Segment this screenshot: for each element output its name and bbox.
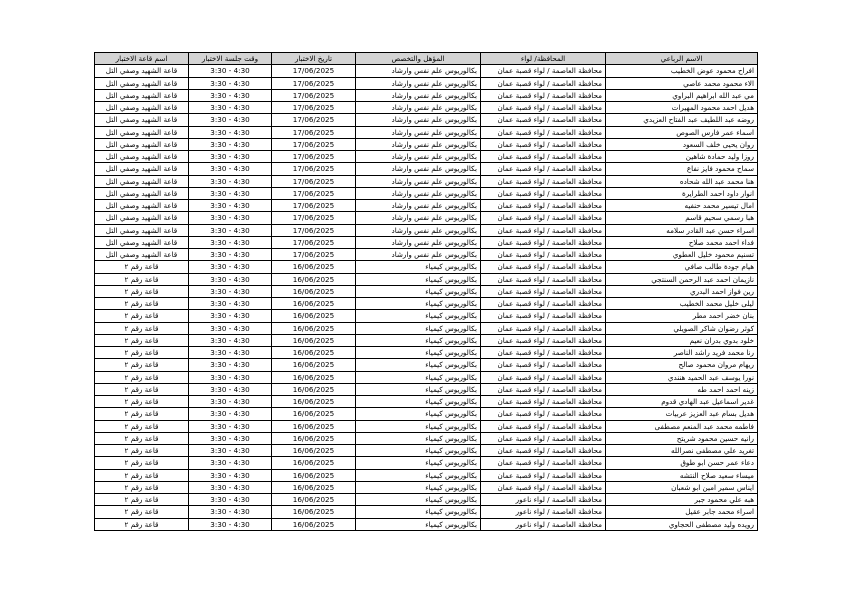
cell-exam-hall: قاعة الشهيد وصفي التل <box>95 102 189 114</box>
cell-exam-date: 17/06/2025 <box>272 224 356 236</box>
cell-governorate: محافظة العاصمة / لواء قصبة عمان <box>481 408 606 420</box>
cell-exam-hall: قاعة الشهيد وصفي التل <box>95 138 189 150</box>
cell-session-time: 3:30 - 4:30 <box>189 334 272 346</box>
cell-qualification: بكالوريوس علم نفس وارشاد <box>356 200 481 212</box>
cell-governorate: محافظة العاصمة / لواء قصبة عمان <box>481 224 606 236</box>
cell-exam-hall: قاعة رقم ٢ <box>95 494 189 506</box>
cell-exam-date: 17/06/2025 <box>272 151 356 163</box>
table-row <box>95 138 758 150</box>
cell-governorate: محافظة العاصمة / لواء قصبة عمان <box>481 89 606 101</box>
cell-qualification: بكالوريوس كيمياء <box>356 261 481 273</box>
cell-qualification: بكالوريوس كيمياء <box>356 457 481 469</box>
table-row <box>95 445 758 457</box>
cell-governorate: محافظة العاصمة / لواء ناعور <box>481 494 606 506</box>
cell-full-name: روضه عبد اللطيف عبد الفتاح العزيدي <box>606 114 758 126</box>
table-row <box>95 310 758 322</box>
cell-exam-hall: قاعة رقم ٢ <box>95 334 189 346</box>
table-row <box>95 334 758 346</box>
cell-full-name: هبه علي محمود جبر <box>606 494 758 506</box>
cell-qualification: بكالوريوس علم نفس وارشاد <box>356 224 481 236</box>
table-row <box>95 249 758 261</box>
table-row <box>95 298 758 310</box>
cell-full-name: هيام جودة طالب صافي <box>606 261 758 273</box>
cell-exam-hall: قاعة رقم ٢ <box>95 383 189 395</box>
cell-qualification: بكالوريوس علم نفس وارشاد <box>356 77 481 89</box>
cell-session-time: 3:30 - 4:30 <box>189 445 272 457</box>
cell-session-time: 3:30 - 4:30 <box>189 518 272 530</box>
cell-exam-date: 16/06/2025 <box>272 310 356 322</box>
table-row <box>95 114 758 126</box>
cell-session-time: 3:30 - 4:30 <box>189 285 272 297</box>
cell-session-time: 3:30 - 4:30 <box>189 102 272 114</box>
cell-governorate: محافظة العاصمة / لواء قصبة عمان <box>481 432 606 444</box>
cell-exam-date: 17/06/2025 <box>272 77 356 89</box>
table-row <box>95 65 758 77</box>
cell-exam-date: 16/06/2025 <box>272 359 356 371</box>
cell-exam-date: 17/06/2025 <box>272 102 356 114</box>
cell-exam-date: 16/06/2025 <box>272 518 356 530</box>
cell-exam-hall: قاعة الشهيد وصفي التل <box>95 200 189 212</box>
cell-qualification: بكالوريوس علم نفس وارشاد <box>356 212 481 224</box>
table-row <box>95 347 758 359</box>
cell-full-name: انوار داود احمد الطرايرة <box>606 187 758 199</box>
cell-qualification: بكالوريوس كيمياء <box>356 506 481 518</box>
cell-session-time: 3:30 - 4:30 <box>189 396 272 408</box>
cell-exam-hall: قاعة رقم ٢ <box>95 469 189 481</box>
cell-session-time: 3:30 - 4:30 <box>189 249 272 261</box>
cell-qualification: بكالوريوس علم نفس وارشاد <box>356 249 481 261</box>
cell-session-time: 3:30 - 4:30 <box>189 408 272 420</box>
cell-exam-date: 16/06/2025 <box>272 285 356 297</box>
cell-full-name: هبا رسمي سحيم قاسم <box>606 212 758 224</box>
cell-exam-date: 16/06/2025 <box>272 347 356 359</box>
cell-governorate: محافظة العاصمة / لواء قصبة عمان <box>481 236 606 248</box>
cell-exam-hall: قاعة رقم ٢ <box>95 261 189 273</box>
cell-exam-hall: قاعة الشهيد وصفي التل <box>95 89 189 101</box>
cell-exam-hall: قاعة الشهيد وصفي التل <box>95 249 189 261</box>
cell-exam-date: 17/06/2025 <box>272 138 356 150</box>
cell-qualification: بكالوريوس علم نفس وارشاد <box>356 102 481 114</box>
table-row <box>95 126 758 138</box>
table-row <box>95 273 758 285</box>
cell-full-name: دعاء عمر حسن ابو طوق <box>606 457 758 469</box>
cell-exam-date: 16/06/2025 <box>272 322 356 334</box>
cell-exam-hall: قاعة رقم ٢ <box>95 396 189 408</box>
cell-governorate: محافظة العاصمة / لواء قصبة عمان <box>481 396 606 408</box>
cell-exam-date: 16/06/2025 <box>272 445 356 457</box>
cell-full-name: نورا يوسف عبد الحميد هنندي <box>606 371 758 383</box>
cell-governorate: محافظة العاصمة / لواء قصبة عمان <box>481 469 606 481</box>
cell-governorate: محافظة العاصمة / لواء قصبة عمان <box>481 383 606 395</box>
cell-governorate: محافظة العاصمة / لواء قصبة عمان <box>481 445 606 457</box>
table-row <box>95 457 758 469</box>
cell-qualification: بكالوريوس كيمياء <box>356 383 481 395</box>
cell-governorate: محافظة العاصمة / لواء قصبة عمان <box>481 310 606 322</box>
cell-qualification: بكالوريوس كيمياء <box>356 322 481 334</box>
cell-governorate: محافظة العاصمة / لواء قصبة عمان <box>481 481 606 493</box>
cell-exam-date: 17/06/2025 <box>272 249 356 261</box>
cell-exam-date: 16/06/2025 <box>272 506 356 518</box>
header-row <box>95 53 758 65</box>
cell-qualification: بكالوريوس كيمياء <box>356 285 481 297</box>
cell-session-time: 3:30 - 4:30 <box>189 494 272 506</box>
cell-governorate: محافظة العاصمة / لواء قصبة عمان <box>481 457 606 469</box>
cell-exam-hall: قاعة رقم ٢ <box>95 506 189 518</box>
cell-exam-hall: قاعة الشهيد وصفي التل <box>95 114 189 126</box>
cell-session-time: 3:30 - 4:30 <box>189 151 272 163</box>
cell-exam-hall: قاعة الشهيد وصفي التل <box>95 224 189 236</box>
cell-governorate: محافظة العاصمة / لواء قصبة عمان <box>481 65 606 77</box>
header-exam-hall: اسم قاعة الاختبار <box>95 53 189 65</box>
table-row <box>95 77 758 89</box>
header-full-name: الاسم الرباعي <box>606 53 758 65</box>
table-row <box>95 89 758 101</box>
cell-qualification: بكالوريوس علم نفس وارشاد <box>356 163 481 175</box>
cell-exam-date: 16/06/2025 <box>272 432 356 444</box>
cell-governorate: محافظة العاصمة / لواء قصبة عمان <box>481 187 606 199</box>
cell-exam-date: 16/06/2025 <box>272 469 356 481</box>
cell-full-name: غدير اسماعيل عبد الهادي قدوم <box>606 396 758 408</box>
cell-exam-date: 16/06/2025 <box>272 371 356 383</box>
cell-session-time: 3:30 - 4:30 <box>189 322 272 334</box>
cell-exam-date: 17/06/2025 <box>272 126 356 138</box>
cell-governorate: محافظة العاصمة / لواء قصبة عمان <box>481 102 606 114</box>
cell-full-name: سماح محمود فايز نفاع <box>606 163 758 175</box>
cell-session-time: 3:30 - 4:30 <box>189 126 272 138</box>
cell-full-name: رين فواز احمد البدري <box>606 285 758 297</box>
table-row <box>95 224 758 236</box>
cell-exam-hall: قاعة رقم ٢ <box>95 420 189 432</box>
cell-full-name: هنا محمد عبد الله شحاده <box>606 175 758 187</box>
table-row <box>95 371 758 383</box>
cell-full-name: ميساء سعيد صلاح النتشه <box>606 469 758 481</box>
cell-governorate: محافظة العاصمة / لواء قصبة عمان <box>481 212 606 224</box>
cell-session-time: 3:30 - 4:30 <box>189 383 272 395</box>
cell-full-name: فداء احمد محمد صلاح <box>606 236 758 248</box>
cell-full-name: اسماء عمر فارس الصوص <box>606 126 758 138</box>
cell-exam-hall: قاعة رقم ٢ <box>95 310 189 322</box>
cell-session-time: 3:30 - 4:30 <box>189 347 272 359</box>
cell-exam-hall: قاعة رقم ٢ <box>95 457 189 469</box>
cell-session-time: 3:30 - 4:30 <box>189 77 272 89</box>
table-row <box>95 408 758 420</box>
table-row <box>95 469 758 481</box>
cell-qualification: بكالوريوس كيمياء <box>356 334 481 346</box>
cell-full-name: هديل بسام عبد العزيز عربيات <box>606 408 758 420</box>
cell-session-time: 3:30 - 4:30 <box>189 175 272 187</box>
cell-qualification: بكالوريوس كيمياء <box>356 359 481 371</box>
exam-schedule-table <box>94 52 758 531</box>
cell-full-name: تغريد علي مصطفى نصرالله <box>606 445 758 457</box>
cell-session-time: 3:30 - 4:30 <box>189 261 272 273</box>
cell-session-time: 3:30 - 4:30 <box>189 506 272 518</box>
cell-full-name: افراح محمود عوض الخطيب <box>606 65 758 77</box>
cell-exam-date: 16/06/2025 <box>272 261 356 273</box>
cell-qualification: بكالوريوس علم نفس وارشاد <box>356 65 481 77</box>
cell-session-time: 3:30 - 4:30 <box>189 224 272 236</box>
cell-qualification: بكالوريوس كيمياء <box>356 518 481 530</box>
cell-exam-hall: قاعة رقم ٢ <box>95 481 189 493</box>
cell-governorate: محافظة العاصمة / لواء قصبة عمان <box>481 138 606 150</box>
cell-qualification: بكالوريوس علم نفس وارشاد <box>356 151 481 163</box>
cell-qualification: بكالوريوس كيمياء <box>356 396 481 408</box>
cell-session-time: 3:30 - 4:30 <box>189 200 272 212</box>
table-row <box>95 102 758 114</box>
cell-full-name: هديل احمد محمود المهيرات <box>606 102 758 114</box>
cell-exam-date: 17/06/2025 <box>272 89 356 101</box>
cell-exam-date: 16/06/2025 <box>272 383 356 395</box>
cell-exam-date: 17/06/2025 <box>272 163 356 175</box>
cell-session-time: 3:30 - 4:30 <box>189 371 272 383</box>
cell-full-name: روان يحيى خلف السعود <box>606 138 758 150</box>
header-governorate: المحافظة/ لواء <box>481 53 606 65</box>
cell-full-name: اسراء حسن عبد القادر سلامه <box>606 224 758 236</box>
cell-full-name: بنان خضر احمد مطر <box>606 310 758 322</box>
cell-full-name: مي عبد الله ابراهيم البراوي <box>606 89 758 101</box>
cell-governorate: محافظة العاصمة / لواء قصبة عمان <box>481 114 606 126</box>
cell-full-name: اسراء محمد جابر عقيل <box>606 506 758 518</box>
cell-governorate: محافظة العاصمة / لواء قصبة عمان <box>481 322 606 334</box>
cell-exam-hall: قاعة رقم ٢ <box>95 347 189 359</box>
cell-full-name: ايناس سمير امين ابو شعبان <box>606 481 758 493</box>
cell-qualification: بكالوريوس علم نفس وارشاد <box>356 175 481 187</box>
table-row <box>95 481 758 493</box>
cell-session-time: 3:30 - 4:30 <box>189 65 272 77</box>
cell-qualification: بكالوريوس كيمياء <box>356 347 481 359</box>
table-row <box>95 494 758 506</box>
cell-qualification: بكالوريوس علم نفس وارشاد <box>356 114 481 126</box>
cell-full-name: الاء محمود محمد عاصي <box>606 77 758 89</box>
cell-qualification: بكالوريوس علم نفس وارشاد <box>356 138 481 150</box>
cell-governorate: محافظة العاصمة / لواء قصبة عمان <box>481 298 606 310</box>
cell-qualification: بكالوريوس كيمياء <box>356 371 481 383</box>
cell-qualification: بكالوريوس علم نفس وارشاد <box>356 236 481 248</box>
cell-session-time: 3:30 - 4:30 <box>189 432 272 444</box>
table-row <box>95 359 758 371</box>
table-row <box>95 236 758 248</box>
cell-exam-hall: قاعة الشهيد وصفي التل <box>95 151 189 163</box>
cell-governorate: محافظة العاصمة / لواء قصبة عمان <box>481 261 606 273</box>
table-row <box>95 151 758 163</box>
cell-governorate: محافظة العاصمة / لواء ناعور <box>481 506 606 518</box>
cell-governorate: محافظة العاصمة / لواء قصبة عمان <box>481 163 606 175</box>
cell-full-name: ريهام مروان محمود صالح <box>606 359 758 371</box>
header-qualification: المؤهل والتخصص <box>356 53 481 65</box>
cell-full-name: ليلى خليل محمد الخطيب <box>606 298 758 310</box>
cell-full-name: رانيه حسين محمود شريتح <box>606 432 758 444</box>
cell-full-name: نازيمان احمد عبد الرحمن السنتجي <box>606 273 758 285</box>
cell-governorate: محافظة العاصمة / لواء قصبة عمان <box>481 273 606 285</box>
cell-session-time: 3:30 - 4:30 <box>189 236 272 248</box>
cell-qualification: بكالوريوس كيمياء <box>356 432 481 444</box>
cell-exam-date: 17/06/2025 <box>272 200 356 212</box>
cell-exam-date: 16/06/2025 <box>272 396 356 408</box>
cell-exam-hall: قاعة الشهيد وصفي التل <box>95 236 189 248</box>
cell-exam-hall: قاعة رقم ٢ <box>95 298 189 310</box>
cell-governorate: محافظة العاصمة / لواء قصبة عمان <box>481 175 606 187</box>
table-row <box>95 383 758 395</box>
cell-governorate: محافظة العاصمة / لواء قصبة عمان <box>481 151 606 163</box>
cell-governorate: محافظة العاصمة / لواء قصبة عمان <box>481 371 606 383</box>
cell-qualification: بكالوريوس كيمياء <box>356 445 481 457</box>
cell-qualification: بكالوريوس كيمياء <box>356 298 481 310</box>
cell-governorate: محافظة العاصمة / لواء قصبة عمان <box>481 334 606 346</box>
table-row <box>95 432 758 444</box>
cell-exam-date: 16/06/2025 <box>272 420 356 432</box>
cell-exam-hall: قاعة الشهيد وصفي التل <box>95 187 189 199</box>
cell-full-name: كوثر رضوان شاكر الصويلي <box>606 322 758 334</box>
cell-session-time: 3:30 - 4:30 <box>189 298 272 310</box>
cell-exam-date: 17/06/2025 <box>272 65 356 77</box>
table-row <box>95 285 758 297</box>
cell-qualification: بكالوريوس علم نفس وارشاد <box>356 187 481 199</box>
table-row <box>95 396 758 408</box>
cell-governorate: محافظة العاصمة / لواء قصبة عمان <box>481 420 606 432</box>
cell-governorate: محافظة العاصمة / لواء ناعور <box>481 518 606 530</box>
table-row <box>95 187 758 199</box>
cell-exam-hall: قاعة رقم ٢ <box>95 273 189 285</box>
cell-session-time: 3:30 - 4:30 <box>189 163 272 175</box>
cell-full-name: فاطمه محمد عبد المنعم مصطفى <box>606 420 758 432</box>
cell-qualification: بكالوريوس علم نفس وارشاد <box>356 126 481 138</box>
cell-qualification: بكالوريوس كيمياء <box>356 469 481 481</box>
cell-session-time: 3:30 - 4:30 <box>189 420 272 432</box>
table-row <box>95 420 758 432</box>
cell-exam-hall: قاعة رقم ٢ <box>95 445 189 457</box>
cell-session-time: 3:30 - 4:30 <box>189 212 272 224</box>
cell-exam-date: 16/06/2025 <box>272 481 356 493</box>
cell-exam-date: 17/06/2025 <box>272 114 356 126</box>
cell-exam-hall: قاعة رقم ٢ <box>95 408 189 420</box>
cell-exam-hall: قاعة الشهيد وصفي التل <box>95 126 189 138</box>
cell-full-name: رويده وليد مصطفى الحجاوي <box>606 518 758 530</box>
cell-exam-date: 16/06/2025 <box>272 408 356 420</box>
cell-session-time: 3:30 - 4:30 <box>189 114 272 126</box>
cell-exam-hall: قاعة الشهيد وصفي التل <box>95 163 189 175</box>
cell-session-time: 3:30 - 4:30 <box>189 273 272 285</box>
cell-qualification: بكالوريوس كيمياء <box>356 481 481 493</box>
table-row <box>95 518 758 530</box>
cell-governorate: محافظة العاصمة / لواء قصبة عمان <box>481 285 606 297</box>
cell-exam-date: 17/06/2025 <box>272 236 356 248</box>
table-row <box>95 212 758 224</box>
table-row <box>95 261 758 273</box>
cell-exam-hall: قاعة رقم ٢ <box>95 432 189 444</box>
cell-exam-hall: قاعة الشهيد وصفي التل <box>95 175 189 187</box>
cell-governorate: محافظة العاصمة / لواء قصبة عمان <box>481 200 606 212</box>
cell-exam-date: 16/06/2025 <box>272 273 356 285</box>
cell-exam-hall: قاعة الشهيد وصفي التل <box>95 77 189 89</box>
cell-full-name: رنا محمد فريد راشد الناصر <box>606 347 758 359</box>
cell-exam-hall: قاعة رقم ٢ <box>95 371 189 383</box>
cell-exam-date: 17/06/2025 <box>272 187 356 199</box>
cell-governorate: محافظة العاصمة / لواء قصبة عمان <box>481 359 606 371</box>
cell-qualification: بكالوريوس كيمياء <box>356 310 481 322</box>
cell-qualification: بكالوريوس كيمياء <box>356 408 481 420</box>
cell-session-time: 3:30 - 4:30 <box>189 359 272 371</box>
cell-full-name: امال تيسير محمد حنفيه <box>606 200 758 212</box>
cell-exam-date: 16/06/2025 <box>272 457 356 469</box>
cell-exam-hall: قاعة رقم ٢ <box>95 322 189 334</box>
header-exam-date: تاريخ الاختبار <box>272 53 356 65</box>
cell-governorate: محافظة العاصمة / لواء قصبة عمان <box>481 126 606 138</box>
cell-exam-hall: قاعة رقم ٢ <box>95 359 189 371</box>
cell-session-time: 3:30 - 4:30 <box>189 457 272 469</box>
cell-qualification: بكالوريوس علم نفس وارشاد <box>356 89 481 101</box>
cell-qualification: بكالوريوس كيمياء <box>356 420 481 432</box>
cell-session-time: 3:30 - 4:30 <box>189 138 272 150</box>
cell-session-time: 3:30 - 4:30 <box>189 187 272 199</box>
cell-exam-hall: قاعة الشهيد وصفي التل <box>95 212 189 224</box>
table-row <box>95 322 758 334</box>
cell-qualification: بكالوريوس كيمياء <box>356 273 481 285</box>
cell-exam-date: 16/06/2025 <box>272 494 356 506</box>
cell-session-time: 3:30 - 4:30 <box>189 481 272 493</box>
table-row <box>95 175 758 187</box>
header-session-time: وقت جلسة الاختبار <box>189 53 272 65</box>
cell-session-time: 3:30 - 4:30 <box>189 310 272 322</box>
cell-full-name: تسنيم محمود خليل العطوي <box>606 249 758 261</box>
cell-exam-date: 16/06/2025 <box>272 334 356 346</box>
cell-exam-date: 16/06/2025 <box>272 298 356 310</box>
cell-exam-hall: قاعة الشهيد وصفي التل <box>95 65 189 77</box>
cell-exam-hall: قاعة رقم ٢ <box>95 518 189 530</box>
cell-governorate: محافظة العاصمة / لواء قصبة عمان <box>481 249 606 261</box>
cell-full-name: خلود بدوي بدران نعيم <box>606 334 758 346</box>
cell-exam-date: 17/06/2025 <box>272 175 356 187</box>
table-row <box>95 200 758 212</box>
table-row <box>95 506 758 518</box>
cell-exam-hall: قاعة رقم ٢ <box>95 285 189 297</box>
cell-full-name: روزا وليد حمادة شاهين <box>606 151 758 163</box>
cell-session-time: 3:30 - 4:30 <box>189 89 272 101</box>
table-row <box>95 163 758 175</box>
cell-exam-date: 17/06/2025 <box>272 212 356 224</box>
cell-full-name: زينه احمد احمد طه <box>606 383 758 395</box>
cell-governorate: محافظة العاصمة / لواء قصبة عمان <box>481 347 606 359</box>
cell-governorate: محافظة العاصمة / لواء قصبة عمان <box>481 77 606 89</box>
cell-session-time: 3:30 - 4:30 <box>189 469 272 481</box>
cell-qualification: بكالوريوس كيمياء <box>356 494 481 506</box>
